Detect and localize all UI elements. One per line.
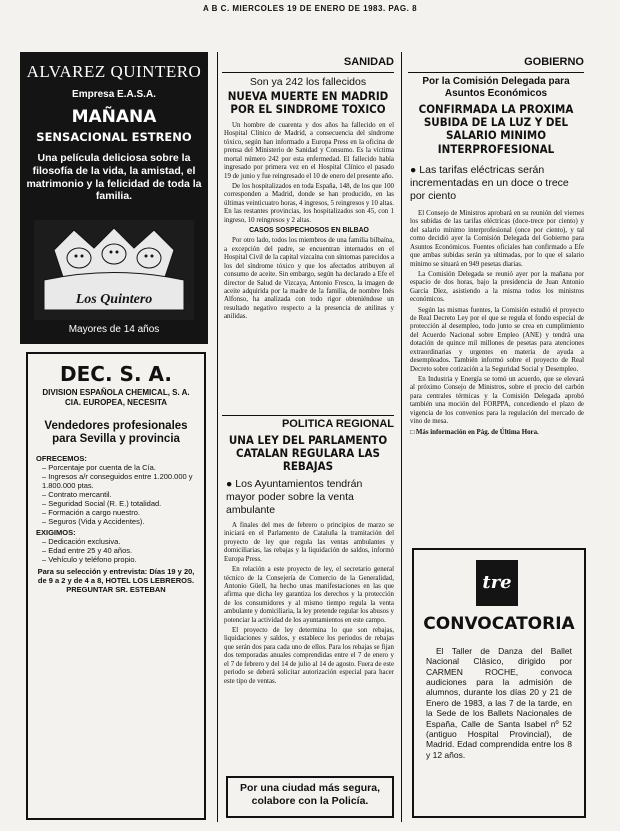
article-paragraph: El proyecto de ley determina lo que son rebajas, liquidaciones y saldos, y establece los periodos de rebajas que serán dos para cada uno de ellos. Para los rebajas se fijan dos temporadas anuales comprendidas entre el 7 de enero y el 7 de febrero y del 14 de julio al 14 de agosto. Fuera de este periodo se deberá solicitar autorización especial para hacer este tipo de ventas. [224, 627, 394, 685]
article-subhead: CASOS SOSPECHOSOS EN BILBAO [249, 227, 369, 235]
list-item-text: Seguridad Social (R. E.) totalidad. [48, 499, 162, 508]
section-rule [222, 72, 394, 73]
list-item: – Ingresos a/r conseguidos entre 1.200.000 y 1.800.000 ptas. [42, 472, 193, 490]
section-label-sanidad: SANIDAD [343, 56, 394, 68]
gobierno-bullet-text: Las tarifas eléctricas serán incrementadas en un doce o trece por ciento [410, 164, 569, 203]
movie-ad [20, 52, 208, 344]
list-item-text: Formación a cargo nuestro. [48, 508, 140, 517]
movie-ad-description: Una película deliciosa sobre la filosofía de la vida, la amistad, el matrimonio y la felicidad de toda la familia. [26, 152, 202, 203]
ballet-ad-title: CONVOCATORIA [423, 614, 575, 634]
section-label-politica: POLITICA REGIONAL [281, 418, 394, 430]
movie-ad-manana: MAÑANA [71, 107, 157, 127]
movie-ad-rating: Mayores de 14 años [68, 324, 160, 335]
article-paragraph: En relación a este proyecto de ley, el secretario general técnico de la Consejería de Comercio de la Generalidad, Antonio Güell, ha hecho unas manifestaciones en las que afirma que dicha ley garantiza los derechos y la protección de los consumidores y al mismo tiempo regula la venta ambulante y domiciliaria, la ley pretende regular los abusos y potenciar la actividad de los ayuntamientos en este campo. [224, 566, 394, 624]
list-item: – Edad entre 25 y 40 años. [42, 546, 133, 555]
police-promo-text: Por una ciudad más segura, colabore con la Policía. [239, 782, 381, 807]
list-item: – Formación a cargo nuestro. [42, 508, 140, 517]
dec-ad-subtitle: DIVISION ESPAÑOLA CHEMICAL, S. A. CIA. EUROPEA, NECESITA [42, 388, 190, 407]
list-item: – Contrato mercantil. [42, 490, 112, 499]
list-item: – Seguridad Social (R. E.) totalidad. [42, 499, 162, 508]
article-paragraph: El Consejo de Ministros aprobará en su reunión del viernes los subidas de las tarifas eléctricas (doce-trece por ciento) y del salario mínimo interprofesional (once por ciento), y tal como decidió ayer la Comisión Delegada del Gobierno para Asuntos Económicos. Fuentes oficiales han confirmado a Efe que ambas subidas serán ya ultimadas, por lo que el salario mínimo se situará en 949 pesetas diarias. [410, 210, 584, 268]
article-paragraph: La Comisión Delegada se reunió ayer por la mañana por espacio de dos horas, bajo la presidencia de Juan Antonio García Díez, asistiendo a la misma todos los ministros económicos. [410, 270, 584, 304]
list-item-text: Edad entre 25 y 40 años. [48, 546, 133, 555]
list-item-text: Vehículo y teléfono propio. [48, 555, 137, 564]
list-item-text: Ingresos a/r conseguidos entre 1.200.000 y 1.800.000 ptas. [42, 472, 193, 490]
police-promo-box [226, 776, 394, 818]
gobierno-headline: CONFIRMADA LA PROXIMA SUBIDA DE LA LUZ Y DEL SALARIO MINIMO INTERPROFESIONAL [418, 102, 574, 156]
article-paragraph: De los hospitalizados en toda España, 148, de los que 100 corresponden a Madrid, donde se han producido, en las últimas veinticuatro horas, 4 ingresos, 5 reingresos y 10 altas. En las restantes provincias, los hospitalizados son 45, con 1 ingreso, 10 reingresos y 2 altas. [224, 182, 394, 224]
movie-ad-estreno: SENSACIONAL ESTRENO [36, 130, 192, 144]
movie-ad-title: ALVAREZ QUINTERO [26, 62, 202, 81]
sanidad-headline: NUEVA MUERTE EN MADRID POR EL SINDROME TOXICO [227, 89, 389, 117]
ballet-ad-text: El Taller de Danza del Ballet Nacional Clásico, dirigido por CARMEN ROCHE, convoca audiciones para la admisión de alumnos, durante los días 20 y 21 de Enero de 1983, a las 7 de la tarde, en la Sede de los Ballets Nacionales de España, Calle de Santa Isabel nº 52 (antiguo Hospital Provincial), de Madrid. Edad comprendida entre los 8 y 12 años. [426, 646, 572, 760]
sanidad-article [224, 122, 394, 324]
list-item: – Porcentaje por cuenta de la Cía. [42, 463, 156, 472]
dec-ad-details [36, 454, 196, 594]
column-divider [217, 52, 218, 822]
politica-article [224, 522, 394, 688]
article-paragraph: A finales del mes de febrero o principios de marzo se iniciará en el Parlamento de Cataluña la tramitación del proyecto de ley que regula las ventas ambulantes y domiciliarias, las rebajas y la liquidación de saldos, informó Europa Press. [224, 522, 394, 563]
list-item-text: Seguros (Vida y Accidentes). [48, 517, 145, 526]
dec-contact: Para su selección y entrevista: Días 19 y 20, de 9 a 2 y de 4 a 8, HOTEL LOS LEBREROS. PREGUNTAR SR. ESTEBAN [37, 567, 195, 594]
dec-ofrecemos-list [36, 463, 196, 526]
ballet-ad [412, 548, 586, 818]
politica-headline: UNA LEY DEL PARLAMENTO CATALAN REGULARA LAS REBAJAS [228, 433, 388, 474]
politica-bullet [226, 478, 394, 517]
list-item: – Seguros (Vida y Accidentes). [42, 517, 145, 526]
article-paragraph: Según las mismas fuentes, la Comisión estudió el proyecto de Real Decreto Ley por el que se regula el fondo especial de protección al desempleo, todo junto se crea en cumplimiento del Acuerdo Nacional sobre Empleo (ANE) y tendrá una dotación de quince mil millones de pesetas para atenciones extraordinarias y urgentes en materia de ayuda a desempleados. También informó sobre el proyecto de Real Decreto sobre cotización a la Seguridad Social y Desempleo. [410, 306, 584, 373]
article-paragraph: En Industria y Energía se tomó un acuerdo, que se elevará al próximo Consejo de Ministros, sobre el precio del carbón para centrales térmicas y la Comisión Delegada aprobó también una moción del FORPPA, concediendo el plazo de vigencia de los convenios para la regulación del mercado de vino de mesa. [410, 376, 584, 426]
politica-bullet-text: Los Ayuntamientos tendrán mayor poder sobre la venta ambulante [226, 478, 363, 517]
dec-ofrecemos-label: OFRECEMOS: [36, 454, 87, 463]
page-header: A B C. MIERCOLES 19 DE ENERO DE 1983. PAG. 8 [202, 4, 418, 13]
article-paragraph: Un hombre de cuarenta y dos años ha fallecido en el Hospital Clínico de Madrid, a consecuencia del síndrome tóxico, según han informado a Europa Press en la oficina de prensa del Ministerio de Sanidad y Consumo. Es la víctima mortal número 242 por esta enfermedad. El fallecido había ingresado por primera vez en el Hospital Clínico el pasado 19 de junio y fue reingresado el 10 de enero del presente año. [224, 122, 394, 180]
gobierno-bullet [410, 164, 584, 203]
list-item-text: Dedicación exclusiva. [48, 537, 121, 546]
dec-exigimos-label: EXIGIMOS: [36, 528, 76, 537]
section-rule [222, 415, 394, 416]
more-info-text: Más información en Pág. de Última Hora. [415, 428, 539, 436]
bullet-dot: ● [410, 164, 417, 176]
ballet-logo-text: tre [482, 572, 512, 593]
dec-ad-title: DEC. S. A. [60, 362, 172, 386]
list-item-text: Porcentaje por cuenta de la Cía. [48, 463, 156, 472]
dec-exigimos-list [36, 537, 196, 564]
list-item-text: Contrato mercantil. [48, 490, 112, 499]
bullet-dot: ● [226, 478, 233, 490]
movie-poster-text: Los Quintero [75, 292, 153, 307]
section-rule [408, 72, 584, 73]
list-item: – Dedicación exclusiva. [42, 537, 121, 546]
article-paragraph: Por otro lado, todos los miembros de una familia bilbaína, a excepción del padre, se encuentran internados en el Hospital Civil de la capital vizcaína con síntomas parecidos a los del síndrome tóxico y que los afectados atribuyen al consumo de aceite. Sin embargo, según ha declarado a Efe el director de Salud de Vizcaya, Antonio Fresco, la imagen de aceite adquirida por la madre de la familia, de nombre Inés Alfonso, ha analizada con todo rigor obteniéndose un resultado negativo respecto a la presencia de anilinas y anilidas. [224, 237, 394, 321]
ballet-logo [476, 560, 518, 606]
dec-ad [26, 352, 206, 820]
gobierno-kicker: Por la Comisión Delegada para Asuntos Económicos [422, 76, 570, 99]
dec-ad-heading: Vendedores profesionales para Sevilla y provincia [44, 420, 188, 446]
gobierno-article [410, 210, 584, 439]
section-label-gobierno: GOBIERNO [524, 56, 584, 68]
movie-ad-company: Empresa E.A.S.A. [72, 89, 156, 100]
sanidad-kicker: Son ya 242 los fallecidos [249, 76, 367, 88]
column-divider [401, 52, 402, 822]
list-item: – Vehículo y teléfono propio. [42, 555, 137, 564]
more-info-note: □ Más información en Pág. de Última Hora. [410, 428, 539, 436]
